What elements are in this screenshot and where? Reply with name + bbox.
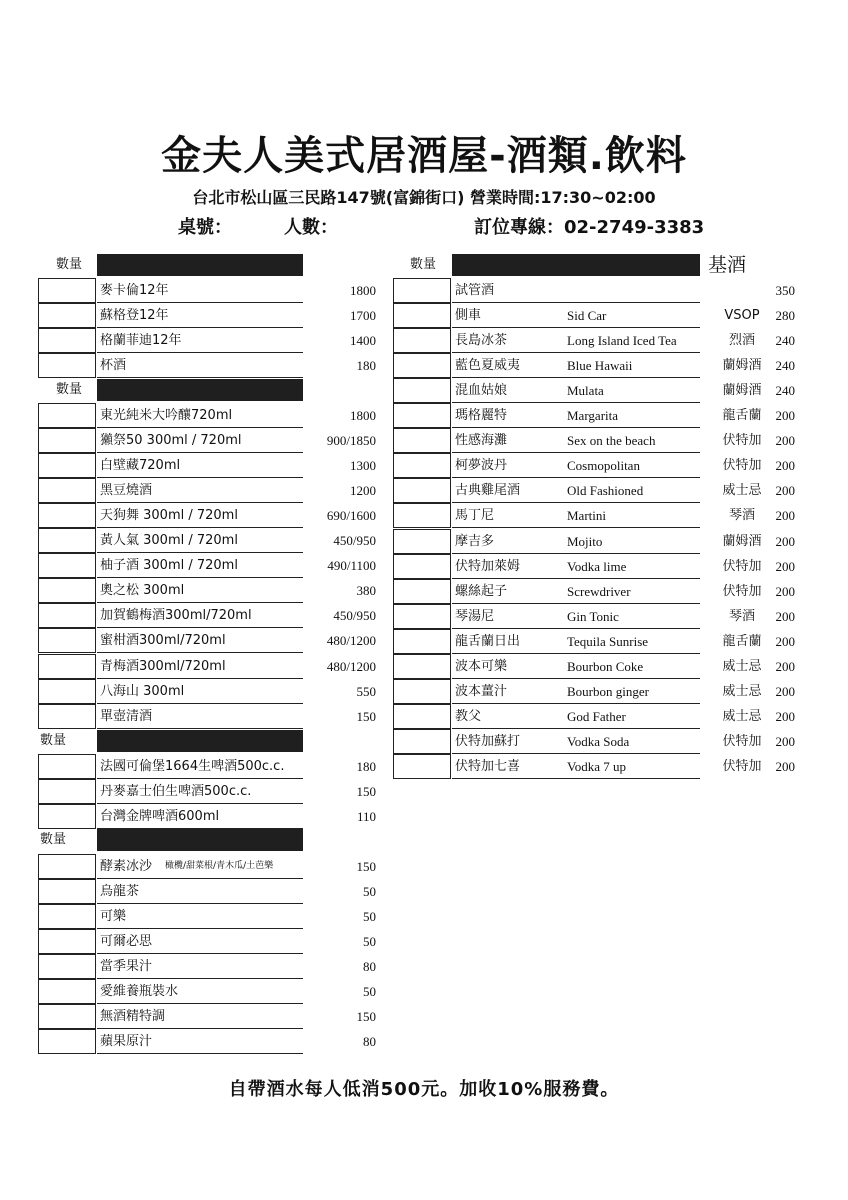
cocktail-english-name: Cosmopolitan (567, 458, 640, 474)
item-name: 格蘭菲迪12年 (100, 333, 182, 349)
cocktail-row (393, 529, 803, 554)
quantity-box[interactable] (38, 303, 96, 328)
menu-item-row (38, 328, 378, 353)
item-price: 450/950 (333, 608, 376, 624)
cocktail-english-name: Bourbon ginger (567, 683, 649, 699)
quantity-box[interactable] (38, 453, 96, 478)
menu-item-row (38, 428, 378, 453)
quantity-box[interactable] (38, 879, 96, 904)
item-name: 烏龍茶 (100, 884, 140, 900)
cocktail-name: 波本可樂 (455, 658, 508, 674)
item-name: 東光純米大吟釀720ml (100, 408, 233, 423)
quantity-box[interactable] (393, 729, 451, 754)
item-price: 150 (356, 708, 376, 724)
cocktail-price: 280 (775, 308, 795, 324)
quantity-box[interactable] (38, 779, 96, 804)
quantity-box[interactable] (38, 328, 96, 353)
cocktail-english-name: Martini (567, 508, 606, 524)
cocktail-price: 200 (775, 758, 795, 774)
menu-item-row (38, 1029, 378, 1054)
cocktail-name: 螺絲起子 (455, 583, 508, 599)
cocktail-row (393, 629, 803, 654)
cocktail-price: 200 (775, 433, 795, 449)
row-divider (97, 377, 303, 378)
item-name: 當季果汁 (100, 959, 153, 975)
table-number-label: 桌號： (178, 217, 232, 238)
menu-item-row (38, 528, 378, 553)
quantity-box[interactable] (38, 754, 96, 779)
quantity-box[interactable] (38, 353, 96, 378)
item-name: 白壁藏720ml (100, 458, 181, 474)
item-price: 150 (356, 859, 376, 874)
cocktail-name: 側車 (455, 308, 482, 324)
quantity-box[interactable] (38, 278, 96, 303)
cocktail-name: 性感海灘 (455, 433, 508, 449)
cocktail-price: 350 (775, 283, 795, 298)
item-price: 150 (356, 1009, 376, 1025)
cocktail-row (393, 604, 803, 629)
cocktail-price: 200 (775, 533, 795, 549)
quantity-box[interactable] (393, 654, 451, 679)
menu-item-row (38, 628, 378, 653)
item-flavor-note: 橄欖/甜菜根/青木瓜/土芭樂 (165, 861, 274, 871)
item-name: 加賀鶴梅酒300ml/720ml (100, 608, 252, 624)
item-price: 480/1200 (326, 633, 376, 649)
quantity-box[interactable] (393, 754, 451, 779)
quantity-box[interactable] (393, 478, 451, 503)
menu-item-row (38, 654, 378, 679)
menu-item-row (38, 904, 378, 929)
category-header-bar (97, 730, 303, 752)
cocktail-row (393, 453, 803, 478)
cocktail-english-name: Blue Hawaii (567, 358, 633, 374)
base-spirit: 伏特加 (722, 433, 762, 449)
menu-item-row (38, 553, 378, 578)
cocktail-name: 柯夢波丹 (455, 458, 508, 474)
quantity-box[interactable] (393, 403, 451, 428)
item-name: 愛維養瓶裝水 (100, 984, 179, 1000)
base-spirit: 威士忌 (722, 658, 762, 674)
item-name: 奧之松 300ml (100, 583, 185, 599)
cocktail-english-name: Bourbon Coke (567, 658, 644, 674)
cocktail-name: 藍色夏威夷 (455, 358, 521, 374)
row-divider (97, 728, 303, 729)
qty-header-label: 數量 (410, 257, 437, 272)
cocktail-price: 240 (775, 383, 795, 399)
qty-header-label: 數量 (56, 257, 83, 272)
base-spirit: 烈酒 (728, 333, 755, 349)
base-spirit: 伏特加 (722, 583, 762, 599)
quantity-box[interactable] (393, 428, 451, 453)
quantity-box[interactable] (38, 654, 96, 679)
menu-item-row (38, 478, 378, 503)
item-name: 蜜柑酒300ml/720ml (100, 633, 226, 649)
cocktail-row (393, 554, 803, 579)
item-price: 50 (363, 909, 376, 925)
menu-item-row (38, 503, 378, 528)
item-name: 蘇格登12年 (100, 308, 169, 324)
quantity-box[interactable] (38, 954, 96, 979)
quantity-box[interactable] (38, 628, 96, 653)
base-spirit: 伏特加 (722, 733, 762, 749)
qty-header-label: 數量 (40, 733, 67, 748)
base-spirit: 琴酒 (728, 608, 755, 624)
quantity-box[interactable] (393, 503, 451, 528)
cocktail-price: 200 (775, 658, 795, 674)
quantity-box[interactable] (393, 328, 451, 353)
item-name: 獺祭50 300ml / 720ml (100, 433, 242, 449)
cocktail-name: 摩吉多 (455, 533, 495, 549)
cocktail-english-name: Screwdriver (567, 583, 631, 599)
cocktail-price: 200 (775, 683, 795, 699)
quantity-box[interactable] (393, 679, 451, 704)
page-title: 金夫人美式居酒屋-酒類.飲料 (161, 133, 687, 179)
quantity-box[interactable] (38, 904, 96, 929)
quantity-box[interactable] (393, 378, 451, 403)
base-spirit: 蘭姆酒 (722, 358, 762, 374)
item-name: 蘋果原汁 (100, 1034, 153, 1050)
base-spirit: 龍舌蘭 (722, 408, 762, 424)
menu-item-row (38, 929, 378, 954)
address-hours: 台北市松山區三民路147號(富錦街口) 營業時間:17:30~02:00 (192, 188, 656, 207)
quantity-box[interactable] (393, 704, 451, 729)
menu-item-row (38, 1004, 378, 1029)
cocktail-english-name: Margarita (567, 408, 619, 424)
item-price: 480/1200 (326, 658, 376, 674)
cocktail-price: 200 (775, 483, 795, 499)
cocktail-price: 200 (775, 558, 795, 574)
quantity-box[interactable] (38, 478, 96, 503)
cocktail-english-name: Mojito (567, 533, 603, 549)
quantity-box[interactable] (38, 553, 96, 578)
cocktail-name: 教父 (455, 708, 482, 724)
item-price: 50 (363, 934, 376, 950)
cocktail-row (393, 654, 803, 679)
item-name: 麥卡倫12年 (100, 283, 169, 298)
quantity-box[interactable] (393, 529, 451, 554)
cocktail-row (393, 704, 803, 729)
item-price: 50 (363, 984, 376, 1000)
base-spirit: 威士忌 (722, 483, 762, 499)
cocktail-price: 200 (775, 508, 795, 524)
cocktail-price: 240 (775, 333, 795, 349)
cocktail-price: 200 (775, 408, 795, 424)
cocktail-row (393, 378, 803, 403)
menu-item-row (38, 278, 378, 303)
quantity-box[interactable] (393, 303, 451, 328)
item-price: 150 (356, 784, 376, 800)
cocktail-price: 200 (775, 458, 795, 474)
menu-item-row (38, 679, 378, 704)
cocktail-english-name: Mulata (567, 383, 604, 399)
quantity-box[interactable] (393, 604, 451, 629)
item-price: 110 (356, 809, 376, 825)
cocktail-english-name: Long Island Iced Tea (567, 333, 677, 349)
people-count-label: 人數： (284, 217, 338, 238)
quantity-box[interactable] (38, 804, 96, 829)
item-name: 天狗舞 300ml / 720ml (100, 508, 238, 524)
menu-item-row (38, 303, 378, 328)
menu-item-row (38, 779, 378, 804)
cocktail-name: 古典雞尾酒 (455, 483, 521, 499)
base-spirit: 伏特加 (722, 558, 762, 574)
cocktail-english-name: Tequila Sunrise (567, 633, 649, 649)
cocktail-row (393, 403, 803, 428)
cocktail-name: 瑪格麗特 (455, 408, 508, 424)
menu-item-row (38, 704, 378, 729)
menu-item-row (38, 578, 378, 603)
item-price: 1300 (350, 458, 376, 474)
item-name: 青梅酒300ml/720ml (100, 658, 226, 674)
item-price: 50 (363, 884, 376, 900)
item-name: 八海山 300ml (100, 683, 185, 699)
cocktail-name: 試管酒 (455, 283, 495, 298)
quantity-box[interactable] (38, 428, 96, 453)
cocktail-row (393, 679, 803, 704)
quantity-box[interactable] (393, 629, 451, 654)
item-price: 1200 (350, 483, 376, 499)
base-spirit: 龍舌蘭 (722, 633, 762, 649)
qty-header-label: 數量 (56, 382, 83, 397)
cocktail-name: 龍舌蘭日出 (455, 633, 521, 649)
base-spirit: 威士忌 (722, 683, 762, 699)
menu-item-row (38, 804, 378, 829)
quantity-box[interactable] (38, 1029, 96, 1054)
cocktail-price: 200 (775, 733, 795, 749)
quantity-box[interactable] (393, 554, 451, 579)
quantity-box[interactable] (38, 979, 96, 1004)
cocktail-price: 200 (775, 583, 795, 599)
item-name: 法國可倫堡1664生啤酒500c.c. (100, 759, 285, 774)
item-price: 690/1600 (326, 508, 376, 524)
quantity-box[interactable] (38, 603, 96, 628)
cocktail-english-name: Old Fashioned (567, 483, 644, 499)
item-name: 杯酒 (100, 358, 127, 374)
cocktail-name: 伏特加七喜 (455, 758, 521, 774)
cocktail-name: 馬丁尼 (455, 508, 495, 524)
cocktail-row (393, 503, 803, 528)
cocktail-english-name: Gin Tonic (567, 608, 619, 624)
category-header-bar (97, 829, 303, 851)
cocktail-english-name: God Father (567, 708, 626, 724)
base-spirit: 蘭姆酒 (722, 533, 762, 549)
menu-item-row (38, 403, 378, 428)
cocktail-english-name: Vodka 7 up (567, 758, 626, 774)
item-price: 1800 (350, 283, 376, 298)
item-price: 80 (363, 1034, 376, 1050)
cocktail-row (393, 278, 803, 303)
cocktail-row (393, 303, 803, 328)
quantity-box[interactable] (38, 503, 96, 528)
item-name: 單壺清酒 (100, 708, 153, 724)
cocktail-price: 240 (775, 358, 795, 374)
cocktail-name: 長島冰茶 (455, 333, 508, 349)
quantity-box[interactable] (38, 679, 96, 704)
cocktail-english-name: Sid Car (567, 308, 607, 324)
row-divider (452, 778, 700, 779)
base-spirit: 威士忌 (722, 708, 762, 724)
menu-item-row (38, 854, 378, 879)
base-spirit-header: 基酒 (708, 254, 747, 276)
item-name: 無酒精特調 (100, 1009, 166, 1025)
cocktail-name: 伏特加萊姆 (455, 558, 521, 574)
item-price: 1700 (350, 308, 376, 324)
reservation-phone: 訂位專線：02-2749-3383 (474, 217, 705, 238)
base-spirit: 琴酒 (728, 508, 755, 524)
item-name: 黃人氣 300ml / 720ml (100, 533, 238, 549)
quantity-box[interactable] (38, 929, 96, 954)
cocktail-english-name: Vodka lime (567, 558, 627, 574)
quantity-box[interactable] (38, 528, 96, 553)
menu-item-row (38, 453, 378, 478)
menu-item-row (38, 353, 378, 378)
item-price: 380 (356, 583, 376, 599)
item-price: 1800 (350, 408, 376, 423)
cocktail-row (393, 579, 803, 604)
quantity-box[interactable] (38, 578, 96, 603)
base-spirit: 伏特加 (722, 458, 762, 474)
menu-item-row (38, 603, 378, 628)
item-name: 柚子酒 300ml / 720ml (100, 558, 238, 574)
quantity-box[interactable] (393, 453, 451, 478)
cocktail-row (393, 729, 803, 754)
category-header-bar (452, 254, 700, 276)
item-name: 黑豆燒酒 (100, 483, 153, 499)
menu-item-row (38, 954, 378, 979)
quantity-box[interactable] (38, 854, 96, 879)
row-divider (97, 1053, 303, 1054)
base-spirit: 蘭姆酒 (722, 383, 762, 399)
quantity-box[interactable] (38, 403, 96, 428)
cocktail-name: 波本薑汁 (455, 683, 508, 699)
quantity-box[interactable] (38, 1004, 96, 1029)
cocktail-row (393, 754, 803, 779)
item-price: 1400 (350, 333, 376, 349)
base-spirit: VSOP (724, 308, 760, 324)
item-name: 可爾必思 (100, 934, 153, 950)
qty-header-label: 數量 (40, 832, 67, 847)
cocktail-name: 琴湯尼 (455, 608, 495, 624)
item-price: 490/1100 (327, 558, 376, 574)
base-spirit: 伏特加 (722, 758, 762, 774)
cocktail-price: 200 (775, 633, 795, 649)
item-price: 900/1850 (326, 433, 376, 449)
cocktail-row (393, 428, 803, 453)
cocktail-english-name: Sex on the beach (567, 433, 656, 449)
cocktail-price: 200 (775, 608, 795, 624)
cocktail-row (393, 478, 803, 503)
item-name: 酵素冰沙 (100, 859, 153, 874)
item-price: 450/950 (333, 533, 376, 549)
menu-item-row (38, 879, 378, 904)
category-header-bar (97, 254, 303, 276)
quantity-box[interactable] (393, 579, 451, 604)
quantity-box[interactable] (38, 704, 96, 729)
footer-note: 自帶酒水每人低消500元。加收10%服務費。 (228, 1079, 620, 1100)
item-name: 台灣金牌啤酒600ml (100, 809, 220, 825)
item-price: 80 (363, 959, 376, 975)
cocktail-row (393, 328, 803, 353)
item-price: 180 (356, 759, 376, 774)
cocktail-row (393, 353, 803, 378)
menu-item-row (38, 979, 378, 1004)
cocktail-name: 混血姑娘 (455, 383, 508, 399)
item-price: 180 (356, 358, 376, 374)
quantity-box[interactable] (393, 278, 451, 303)
cocktail-english-name: Vodka Soda (567, 733, 630, 749)
item-name: 可樂 (100, 909, 127, 925)
menu-item-row (38, 754, 378, 779)
category-header-bar (97, 379, 303, 401)
quantity-box[interactable] (393, 353, 451, 378)
cocktail-name: 伏特加蘇打 (455, 733, 521, 749)
item-price: 550 (356, 683, 376, 699)
item-name: 丹麥嘉士伯生啤酒500c.c. (100, 784, 252, 800)
cocktail-price: 200 (775, 708, 795, 724)
